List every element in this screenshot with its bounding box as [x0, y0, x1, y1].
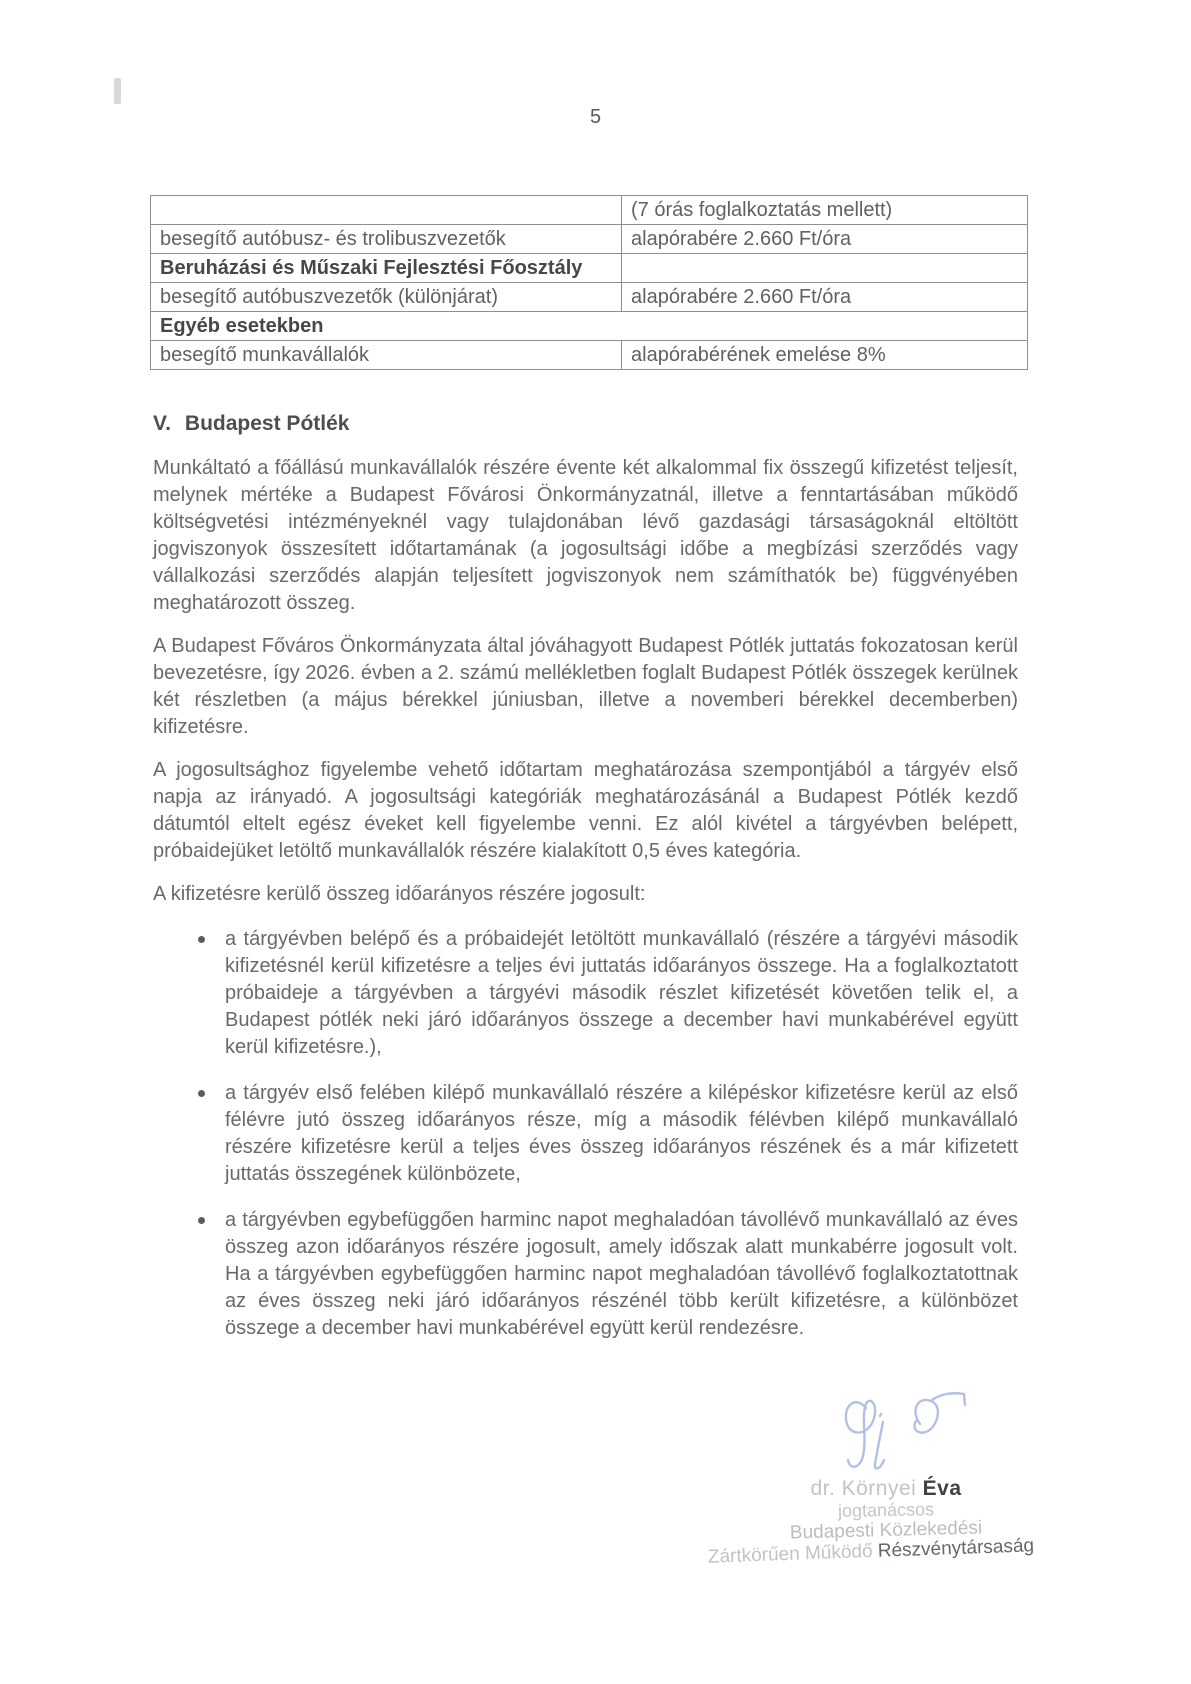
paragraph: A jogosultsághoz figyelembe vehető időtartam meghatározása szempontjából a tárgyév első napja az irányadó. A jogosultsági kategóriák meghatározásánál a Budapest Pótlék kezdő dátumtól eltelt egész éveket kell figyelembe venni. Ez alól kivétel a tárgyévben belépett, próbaidejüket letöltő munkavállalók részére kialakított 0,5 éves kategória.	[153, 759, 1018, 862]
signatory-name	[718, 1478, 1054, 1500]
table-cell: alapórabére 2.660 Ft/óra	[622, 225, 1028, 254]
list-item-text: a tárgyévben egybefüggően harminc napot meghaladóan távollévő munkavállaló az éves összeg azon időarányos részére jogosult, amely időszak alatt munkabérre jogosult volt. Ha a tárgyévben egybefüggően harminc napot meghaladóan távollévő foglalkoztatottnak az éves összeg neki járó időarányos részénél több került kifizetésre, a különbözet összege a december havi munkabérével együtt kerül rendezésre.	[225, 1209, 1018, 1339]
section-heading-text: Budapest Pótlék	[184, 412, 350, 435]
table-cell: besegítő autóbuszvezetők (különjárat)	[151, 283, 622, 312]
list-item	[153, 1207, 1018, 1342]
table-cell	[622, 254, 1028, 283]
table-cell: alapórabérének emelése 8%	[622, 341, 1028, 370]
list-item	[153, 1080, 1018, 1188]
paragraph: A kifizetésre kerülő összeg időarányos részére jogosult:	[153, 883, 646, 905]
section-heading	[153, 412, 1018, 436]
list-item-text: a tárgyév első felében kilépő munkavállaló részére a kilépéskor kifizetésre kerül az első félévre jutó összeg időarányos része, míg a második félévben kilépő munkavállaló részére kifizetésre kerül a teljes éves összeg időarányos részének és a már kifizetett juttatás összegének különbözete,	[225, 1082, 1018, 1185]
table-row	[151, 341, 1028, 370]
signatory-name-emphasis: Éva	[922, 1477, 962, 1500]
signatory-company-line2-faint: Zártkörűen Működő	[707, 1540, 879, 1568]
table-cell: Beruházási és Műszaki Fejlesztési Főosztály	[151, 254, 622, 283]
paragraph: Munkáltató a főállású munkavállalók részére évente két alkalommal fix összegű kifizetést teljesít, melynek mértéke a Budapest Fővárosi Önkormányzatnál, illetve a fenntartásában működő költségvetési intézményeknél vagy tulajdonában lévő gazdasági társaságoknál eltöltött jogviszonyok összesített időtartamának (a jogosultsági időbe a megbízási szerződés vagy vállalkozási szerződés alapján teljesített jogviszonyok nem számíthatók be) függvényében meghatározott összeg.	[153, 457, 1018, 614]
scan-artifact	[114, 78, 121, 104]
wage-table	[150, 195, 1028, 370]
table-cell: Egyéb esetekben	[151, 312, 1028, 341]
signatory-company-line2-dark: Részvénytársaság	[877, 1535, 1035, 1562]
section-heading-number: V.	[153, 412, 171, 435]
table-row	[151, 283, 1028, 312]
page-number: 5	[589, 106, 602, 128]
table-cell: (7 órás foglalkoztatás mellett)	[622, 196, 1028, 225]
signature-block	[707, 1388, 1054, 1568]
table-cell	[151, 196, 622, 225]
list-item-text: a tárgyévben belépő és a próbaidejét letöltött munkavállaló (részére a tárgyévi második kifizetésnél kerül kifizetésre a teljes évi juttatás időarányos összege. Ha a foglalkoztatott próbaideje a tárgyévben a tárgyévi második részlet kifizetését követően telik el, a Budapest pótlék neki járó időarányos összege a december havi munkabérével együtt kerül kifizetésre.),	[225, 928, 1018, 1058]
signatory-name-prefix: dr. Környei	[810, 1477, 923, 1500]
table-row	[151, 196, 1028, 225]
paragraph: A Budapest Főváros Önkormányzata által jóváhagyott Budapest Pótlék juttatás fokozatosan kerül bevezetésre, így 2026. évben a 2. számú mellékletben foglalt Budapest Pótlék összegek kerülnek két részletben (a május bérekkel júniusban, illetve a novemberi bérekkel decemberben) kifizetésre.	[153, 635, 1018, 738]
table-row	[151, 312, 1028, 341]
bullet-icon	[198, 936, 205, 943]
table-row	[151, 254, 1028, 283]
table-row	[151, 225, 1028, 254]
signature-handwriting	[836, 1388, 976, 1476]
signatory-role: jogtanácsos	[837, 1499, 935, 1521]
bullet-list	[153, 926, 1018, 1342]
bullet-icon	[198, 1090, 205, 1097]
signatory-company-line1: Budapesti Közlekedési	[789, 1517, 983, 1544]
table-cell: besegítő munkavállalók	[151, 341, 622, 370]
table-cell: alapórabére 2.660 Ft/óra	[622, 283, 1028, 312]
section-budapest-potlek	[153, 412, 1018, 1361]
bullet-icon	[198, 1217, 205, 1224]
table-cell: besegítő autóbusz- és trolibuszvezetők	[151, 225, 622, 254]
list-item	[153, 926, 1018, 1061]
